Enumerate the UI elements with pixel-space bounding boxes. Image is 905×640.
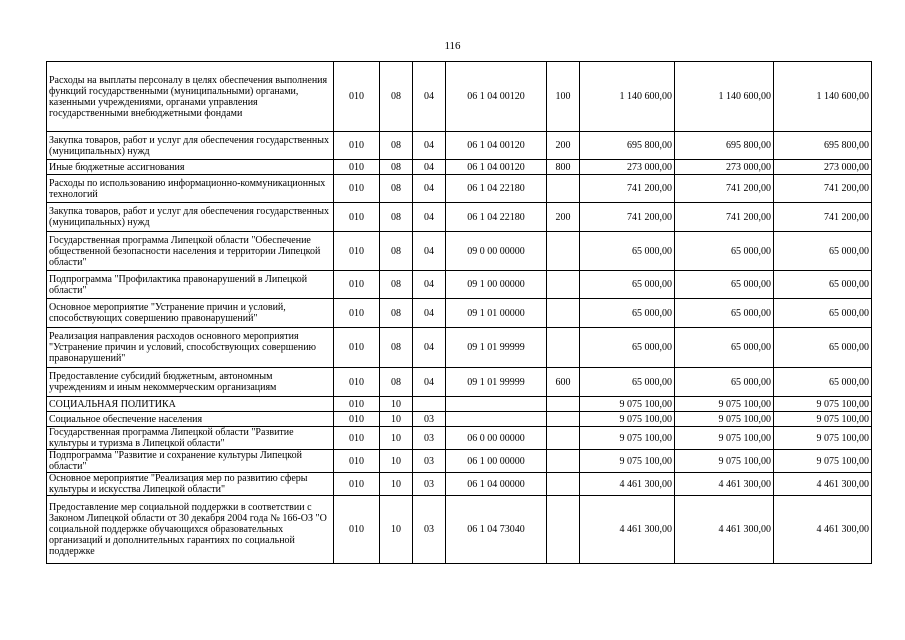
- section-code-cell: 10: [380, 473, 413, 496]
- section-code-cell: 10: [380, 427, 413, 450]
- table-row: [47, 427, 872, 450]
- budget-table: [46, 61, 872, 564]
- expense-name-cell: Предоставление мер социальной поддержки в соответствии с Законом Липецкой области от 30 декабря 2004 года № 166-ОЗ "О социальной поддержке обучающихся образовательных организаций и дополнительных гарантиях по социальной поддержке: [47, 496, 334, 564]
- target-article-cell: 09 1 01 99999: [446, 328, 547, 368]
- amount-year-1-cell: 741 200,00: [580, 175, 675, 203]
- section-code-cell: 08: [380, 271, 413, 299]
- subsection-code-cell: 03: [413, 412, 446, 427]
- table-row: [47, 450, 872, 473]
- amount-year-3-cell: 65 000,00: [774, 368, 872, 397]
- admin-code-cell: 010: [334, 368, 380, 397]
- expense-type-cell: 600: [547, 368, 580, 397]
- target-article-cell: 09 1 00 00000: [446, 271, 547, 299]
- admin-code-cell: 010: [334, 203, 380, 232]
- table-row: [47, 397, 872, 412]
- amount-year-2-cell: 9 075 100,00: [675, 412, 774, 427]
- table-row: [47, 412, 872, 427]
- expense-name-cell: Реализация направления расходов основного мероприятия "Устранение причин и условий, способствующих совершению правонарушений": [47, 328, 334, 368]
- amount-year-2-cell: 1 140 600,00: [675, 62, 774, 132]
- table-row: [47, 203, 872, 232]
- admin-code-cell: 010: [334, 132, 380, 160]
- subsection-code-cell: 03: [413, 427, 446, 450]
- subsection-code-cell: 04: [413, 368, 446, 397]
- subsection-code-cell: [413, 397, 446, 412]
- expense-name-cell: Предоставление субсидий бюджетным, автономным учреждениям и иным некоммерческим организациям: [47, 368, 334, 397]
- expense-name-cell: Подпрограмма "Развитие и сохранение культуры Липецкой области": [47, 450, 334, 473]
- amount-year-2-cell: 65 000,00: [675, 271, 774, 299]
- section-code-cell: 08: [380, 160, 413, 175]
- expense-type-cell: [547, 175, 580, 203]
- table-row: [47, 271, 872, 299]
- section-code-cell: 08: [380, 232, 413, 271]
- expense-name-cell: Закупка товаров, работ и услуг для обеспечения государственных (муниципальных) нужд: [47, 203, 334, 232]
- amount-year-1-cell: 9 075 100,00: [580, 450, 675, 473]
- expense-type-cell: [547, 397, 580, 412]
- amount-year-3-cell: 65 000,00: [774, 271, 872, 299]
- amount-year-1-cell: 1 140 600,00: [580, 62, 675, 132]
- table-row: [47, 368, 872, 397]
- subsection-code-cell: 04: [413, 62, 446, 132]
- amount-year-3-cell: 741 200,00: [774, 175, 872, 203]
- expense-name-cell: Иные бюджетные ассигнования: [47, 160, 334, 175]
- amount-year-3-cell: 65 000,00: [774, 299, 872, 328]
- expense-type-cell: [547, 496, 580, 564]
- amount-year-3-cell: 9 075 100,00: [774, 450, 872, 473]
- target-article-cell: 06 1 04 00000: [446, 473, 547, 496]
- expense-type-cell: [547, 328, 580, 368]
- amount-year-1-cell: 65 000,00: [580, 368, 675, 397]
- amount-year-1-cell: 9 075 100,00: [580, 412, 675, 427]
- expense-type-cell: [547, 473, 580, 496]
- subsection-code-cell: 04: [413, 203, 446, 232]
- section-code-cell: 08: [380, 368, 413, 397]
- amount-year-2-cell: 65 000,00: [675, 328, 774, 368]
- amount-year-1-cell: 65 000,00: [580, 232, 675, 271]
- amount-year-1-cell: 9 075 100,00: [580, 397, 675, 412]
- section-code-cell: 10: [380, 496, 413, 564]
- expense-type-cell: 100: [547, 62, 580, 132]
- section-code-cell: 10: [380, 450, 413, 473]
- subsection-code-cell: 04: [413, 175, 446, 203]
- amount-year-1-cell: 273 000,00: [580, 160, 675, 175]
- amount-year-1-cell: 65 000,00: [580, 299, 675, 328]
- expense-type-cell: 200: [547, 203, 580, 232]
- amount-year-2-cell: 273 000,00: [675, 160, 774, 175]
- amount-year-3-cell: 65 000,00: [774, 328, 872, 368]
- amount-year-3-cell: 9 075 100,00: [774, 427, 872, 450]
- expense-type-cell: 200: [547, 132, 580, 160]
- subsection-code-cell: 03: [413, 496, 446, 564]
- table-row: [47, 175, 872, 203]
- admin-code-cell: 010: [334, 62, 380, 132]
- expense-type-cell: [547, 232, 580, 271]
- admin-code-cell: 010: [334, 496, 380, 564]
- expense-name-cell: Социальное обеспечение населения: [47, 412, 334, 427]
- section-code-cell: 08: [380, 175, 413, 203]
- amount-year-2-cell: 9 075 100,00: [675, 397, 774, 412]
- subsection-code-cell: 04: [413, 160, 446, 175]
- admin-code-cell: 010: [334, 232, 380, 271]
- table-row: [47, 496, 872, 564]
- amount-year-1-cell: 4 461 300,00: [580, 496, 675, 564]
- expense-name-cell: Государственная программа Липецкой области "Развитие культуры и туризма в Липецкой области": [47, 427, 334, 450]
- section-code-cell: 08: [380, 328, 413, 368]
- expense-name-cell: Государственная программа Липецкой области "Обеспечение общественной безопасности населения и территории Липецкой области": [47, 232, 334, 271]
- expense-type-cell: [547, 299, 580, 328]
- expense-name-cell: Основное мероприятие "Устранение причин и условий, способствующих совершению правонарушений": [47, 299, 334, 328]
- amount-year-1-cell: 4 461 300,00: [580, 473, 675, 496]
- amount-year-2-cell: 695 800,00: [675, 132, 774, 160]
- section-code-cell: 10: [380, 397, 413, 412]
- expense-type-cell: [547, 427, 580, 450]
- subsection-code-cell: 03: [413, 473, 446, 496]
- amount-year-2-cell: 65 000,00: [675, 368, 774, 397]
- amount-year-1-cell: 741 200,00: [580, 203, 675, 232]
- amount-year-2-cell: 4 461 300,00: [675, 496, 774, 564]
- table-row: [47, 132, 872, 160]
- subsection-code-cell: 04: [413, 132, 446, 160]
- admin-code-cell: 010: [334, 160, 380, 175]
- admin-code-cell: 010: [334, 299, 380, 328]
- expense-type-cell: [547, 412, 580, 427]
- admin-code-cell: 010: [334, 450, 380, 473]
- subsection-code-cell: 04: [413, 299, 446, 328]
- expense-name-cell: Подпрограмма "Профилактика правонарушений в Липецкой области": [47, 271, 334, 299]
- expense-name-cell: Расходы на выплаты персоналу в целях обеспечения выполнения функций государственными (муниципальными) органами, казенными учреждениями, органами управления государственными внебюджетными фондами: [47, 62, 334, 132]
- target-article-cell: 09 1 01 99999: [446, 368, 547, 397]
- amount-year-3-cell: 65 000,00: [774, 232, 872, 271]
- amount-year-2-cell: 65 000,00: [675, 299, 774, 328]
- target-article-cell: 06 1 04 22180: [446, 175, 547, 203]
- section-code-cell: 08: [380, 62, 413, 132]
- target-article-cell: 06 1 04 00120: [446, 160, 547, 175]
- expense-name-cell: Закупка товаров, работ и услуг для обеспечения государственных (муниципальных) нужд: [47, 132, 334, 160]
- subsection-code-cell: 04: [413, 271, 446, 299]
- subsection-code-cell: 03: [413, 450, 446, 473]
- expense-type-cell: [547, 450, 580, 473]
- table-row: [47, 328, 872, 368]
- amount-year-2-cell: 741 200,00: [675, 175, 774, 203]
- section-code-cell: 08: [380, 299, 413, 328]
- amount-year-3-cell: 4 461 300,00: [774, 473, 872, 496]
- amount-year-2-cell: 741 200,00: [675, 203, 774, 232]
- target-article-cell: 06 1 00 00000: [446, 450, 547, 473]
- expense-type-cell: [547, 271, 580, 299]
- subsection-code-cell: 04: [413, 232, 446, 271]
- amount-year-1-cell: 695 800,00: [580, 132, 675, 160]
- target-article-cell: 06 1 04 00120: [446, 62, 547, 132]
- section-code-cell: 10: [380, 412, 413, 427]
- section-code-cell: 08: [380, 203, 413, 232]
- admin-code-cell: 010: [334, 473, 380, 496]
- admin-code-cell: 010: [334, 427, 380, 450]
- target-article-cell: 09 0 00 00000: [446, 232, 547, 271]
- admin-code-cell: 010: [334, 397, 380, 412]
- amount-year-3-cell: 9 075 100,00: [774, 412, 872, 427]
- expense-type-cell: 800: [547, 160, 580, 175]
- amount-year-3-cell: 9 075 100,00: [774, 397, 872, 412]
- amount-year-1-cell: 65 000,00: [580, 328, 675, 368]
- table-row: [47, 473, 872, 496]
- amount-year-1-cell: 65 000,00: [580, 271, 675, 299]
- target-article-cell: 06 1 04 73040: [446, 496, 547, 564]
- table-row: [47, 299, 872, 328]
- amount-year-3-cell: 741 200,00: [774, 203, 872, 232]
- amount-year-3-cell: 273 000,00: [774, 160, 872, 175]
- table-row: [47, 62, 872, 132]
- expense-name-cell: СОЦИАЛЬНАЯ ПОЛИТИКА: [47, 397, 334, 412]
- expense-name-cell: Основное мероприятие "Реализация мер по развитию сферы культуры и искусства Липецкой области": [47, 473, 334, 496]
- page-number: 116: [444, 40, 461, 52]
- target-article-cell: 06 1 04 00120: [446, 132, 547, 160]
- section-code-cell: 08: [380, 132, 413, 160]
- admin-code-cell: 010: [334, 271, 380, 299]
- target-article-cell: [446, 412, 547, 427]
- amount-year-2-cell: 9 075 100,00: [675, 450, 774, 473]
- subsection-code-cell: 04: [413, 328, 446, 368]
- admin-code-cell: 010: [334, 412, 380, 427]
- amount-year-1-cell: 9 075 100,00: [580, 427, 675, 450]
- target-article-cell: 06 0 00 00000: [446, 427, 547, 450]
- amount-year-3-cell: 1 140 600,00: [774, 62, 872, 132]
- amount-year-2-cell: 65 000,00: [675, 232, 774, 271]
- expense-name-cell: Расходы по использованию информационно-коммуникационных технологий: [47, 175, 334, 203]
- target-article-cell: 09 1 01 00000: [446, 299, 547, 328]
- table-body: [47, 62, 872, 564]
- admin-code-cell: 010: [334, 328, 380, 368]
- table-row: [47, 160, 872, 175]
- amount-year-2-cell: 4 461 300,00: [675, 473, 774, 496]
- amount-year-3-cell: 695 800,00: [774, 132, 872, 160]
- amount-year-2-cell: 9 075 100,00: [675, 427, 774, 450]
- table-row: [47, 232, 872, 271]
- target-article-cell: 06 1 04 22180: [446, 203, 547, 232]
- amount-year-3-cell: 4 461 300,00: [774, 496, 872, 564]
- target-article-cell: [446, 397, 547, 412]
- admin-code-cell: 010: [334, 175, 380, 203]
